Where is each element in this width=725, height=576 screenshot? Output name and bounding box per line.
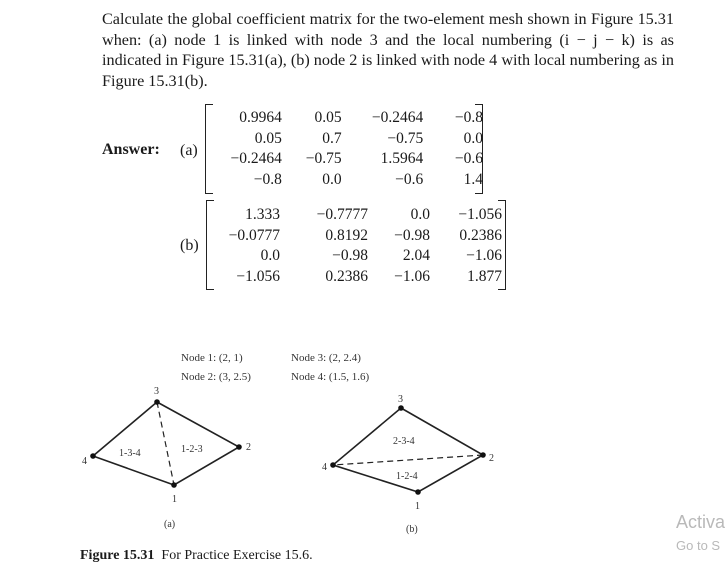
matrix-b-cell: −0.98 — [332, 247, 368, 264]
node3-coordinate: Node 3: (2, 2.4) — [291, 352, 361, 364]
matrix-a-cell: −0.2464 — [230, 150, 282, 167]
mesh-b-node-dot — [330, 462, 336, 468]
mesh-a-node-label: 1 — [172, 494, 177, 505]
matrix-b-cell: −1.056 — [236, 267, 280, 285]
matrix-b-cell: −0.0777 — [228, 226, 280, 244]
mesh-a-shared-edge — [157, 402, 174, 485]
matrix-a-cell: 1.4 — [463, 170, 483, 188]
mesh-b-element-label: 1-2-4 — [396, 471, 418, 482]
matrix-b-cell: 0.8192 — [325, 226, 368, 244]
matrix-b-cell: 1.333 — [245, 206, 280, 223]
matrix-a-cell: −0.75 — [387, 129, 424, 147]
matrix-a-cell: −0.8 — [454, 109, 483, 126]
mesh-a-element-label: 1-2-3 — [181, 444, 203, 455]
mesh-b — [322, 394, 494, 535]
mesh-a-node-label: 2 — [246, 442, 251, 453]
activation-watermark-title: Activa — [676, 512, 725, 532]
mesh-b-shared-edge — [333, 455, 483, 465]
part-b-label: (b) — [180, 237, 199, 254]
matrix-a-cell: −0.8 — [253, 170, 282, 188]
problem-statement: Calculate the global coefficient matrix for the two-element mesh shown in Figure 15.31 when: (a) node 1 is linked with node 3 and the local numbering (i − j − k) is as indicated in Figure 15.31(a), (b) node 2 is linked with node 4 with local numbering as in Figure 15.31(b). — [102, 10, 674, 90]
mesh-a — [82, 386, 251, 530]
node1-coordinate: Node 1: (2, 1) — [181, 352, 243, 364]
matrix-b-cell: −0.98 — [394, 226, 430, 244]
matrix-a-cell: −0.2464 — [371, 109, 424, 126]
mesh-b-node-label: 3 — [398, 394, 403, 405]
mesh-a-node-dot — [154, 399, 160, 405]
matrix-b-cell: −1.056 — [458, 206, 502, 223]
caption-number: Figure 15.31 — [80, 548, 155, 563]
activation-watermark-subtitle: Go to S — [676, 538, 721, 553]
answer-label: Answer: — [102, 141, 160, 158]
matrix-a-cell: 0.05 — [314, 109, 342, 126]
node4-coordinate: Node 4: (1.5, 1.6) — [291, 371, 370, 383]
matrix-a-cell: −0.6 — [395, 170, 424, 188]
matrix-b-cell: −1.06 — [466, 247, 502, 264]
mesh-b-node-label: 4 — [322, 462, 327, 473]
mesh-a-node-dot — [171, 482, 177, 488]
matrix-b-cell: 0.2386 — [325, 267, 368, 285]
node2-coordinate: Node 2: (3, 2.5) — [181, 371, 251, 383]
matrix-b-cell: 0.0 — [410, 206, 430, 223]
mesh-b-node-dot — [480, 452, 486, 458]
matrix-a-cell: 0.05 — [254, 129, 282, 147]
figure-caption — [80, 548, 313, 564]
matrix-a-cell: −0.75 — [305, 150, 342, 167]
matrix-b-cell: 2.04 — [402, 247, 430, 264]
matrix-b-cell: 0.0 — [260, 247, 280, 264]
mesh-a-element-label: 1-3-4 — [119, 448, 141, 459]
mesh-b-node-dot — [415, 489, 421, 495]
mesh-b-element-label: 2-3-4 — [393, 436, 415, 447]
caption-text: For Practice Exercise 15.6. — [161, 548, 313, 563]
matrix-a-cell: 1.5964 — [380, 150, 424, 167]
matrix-a-cell: 0.9964 — [239, 109, 282, 126]
matrix-a-cell: 0.7 — [322, 129, 342, 147]
mesh-b-node-dot — [398, 405, 404, 411]
mesh-b-node-label: 2 — [489, 453, 494, 464]
matrix-b-cell: −0.7777 — [316, 206, 368, 223]
mesh-a-node-label: 3 — [154, 386, 159, 397]
mesh-a-node-dot — [90, 453, 96, 459]
mesh-a-node-dot — [236, 444, 242, 450]
matrix-b-cell: −1.06 — [394, 267, 430, 285]
matrix-a-cell: 0.0 — [322, 170, 342, 188]
mesh-a-node-label: 4 — [82, 456, 87, 467]
matrix-a-cell: 0.0 — [463, 129, 483, 147]
part-a-label: (a) — [180, 142, 198, 159]
matrix-b-cell: 0.2386 — [459, 226, 502, 244]
matrix-a-cell: −0.6 — [454, 150, 483, 167]
mesh-b-node-label: 1 — [415, 501, 420, 512]
mesh-b-sublabel: (b) — [406, 524, 418, 535]
matrix-b-cell: 1.877 — [467, 267, 502, 285]
mesh-a-sublabel: (a) — [164, 519, 176, 530]
